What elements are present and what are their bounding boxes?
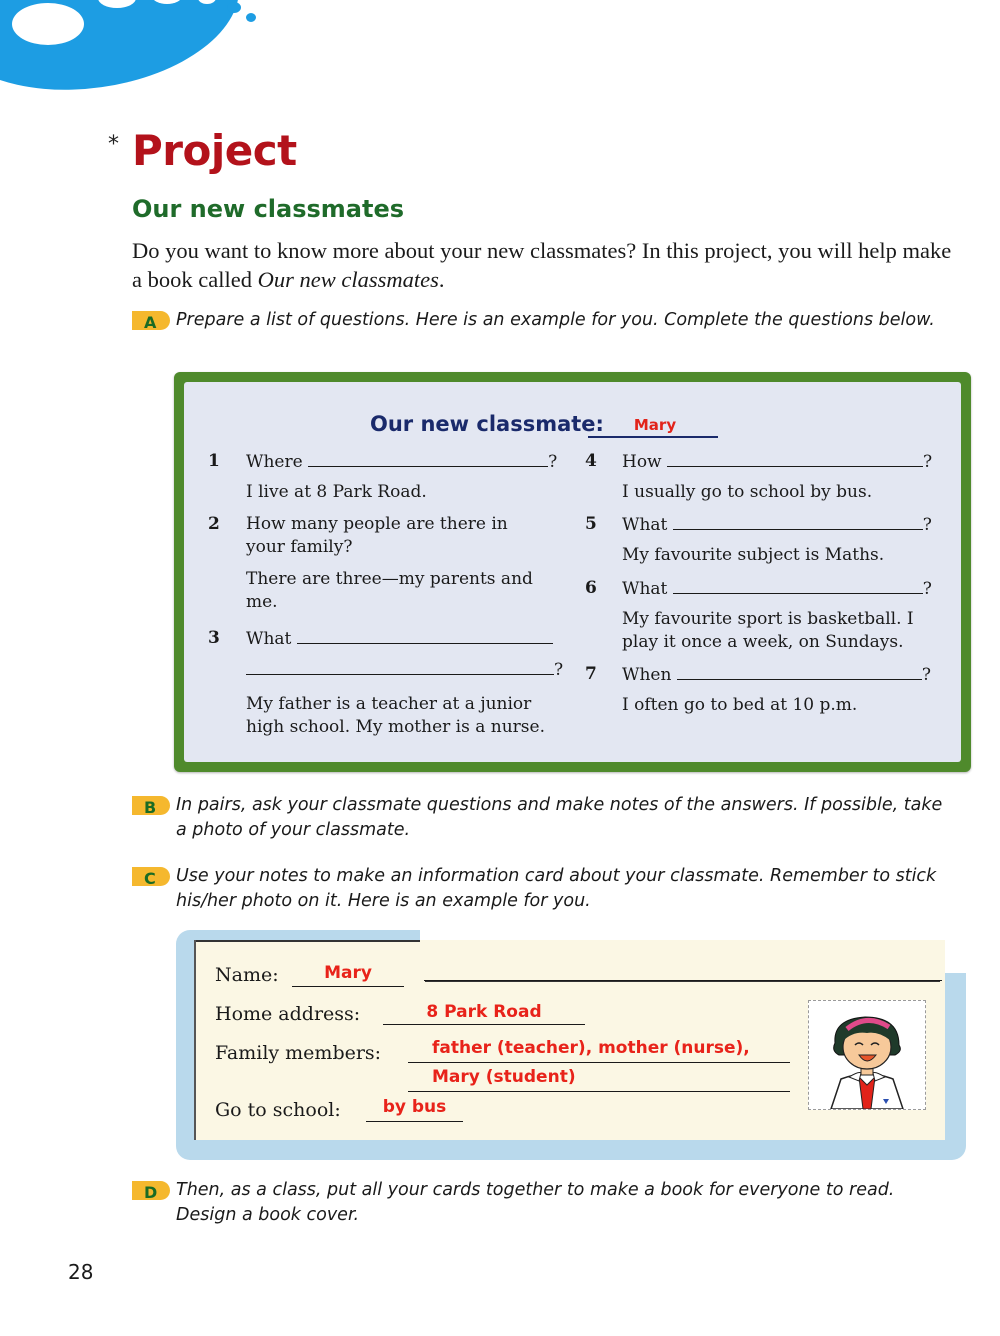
page-title: Project [132, 126, 297, 175]
intro-text: Do you want to know more about your new classmates? In this project, you will help make a book called [132, 238, 952, 292]
question-3: What [246, 627, 553, 651]
answer-1: I live at 8 Park Road. [246, 482, 427, 502]
go-to-school-label: Go to school: [215, 1099, 341, 1121]
question-box-name-line [588, 436, 718, 438]
answer-6: My favourite sport is basketball. I play it once a week, on Sundays. [622, 609, 914, 652]
home-address-value[interactable]: 8 Park Road [426, 1002, 542, 1022]
question-number: 6 [585, 578, 597, 598]
answer-3: My father is a teacher at a junior high school. My mother is a nurse. [246, 694, 545, 737]
card-edge [194, 940, 196, 1140]
question-4: How ? [622, 452, 933, 472]
card-edge [195, 940, 420, 942]
question-6: What ? [622, 579, 932, 599]
school-underline [366, 1121, 463, 1122]
step-badge-c: C [132, 867, 170, 886]
family-members-value-1[interactable]: father (teacher), mother (nurse), [432, 1038, 750, 1058]
intro-book-title: Our new classmates [257, 267, 439, 292]
step-c-text: Use your notes to make an information card about your classmate. Remember to stick his/her photo on it. Here is an example for you. [176, 866, 937, 911]
question-6-blank[interactable] [673, 577, 923, 594]
step-a-text: Prepare a list of questions. Here is an example for you. Complete the questions below. [176, 310, 935, 330]
question-number: 5 [585, 514, 597, 534]
page-number: 28 [68, 1260, 94, 1284]
girl-portrait-icon [809, 1001, 925, 1109]
answer-2: There are three—my parents and me. [246, 569, 533, 612]
step-b [132, 793, 957, 843]
family-underline-1 [408, 1062, 790, 1063]
intro-end: . [438, 267, 445, 292]
question-1: Where ? [246, 452, 558, 472]
family-members-label: Family members: [215, 1042, 382, 1064]
step-a [132, 308, 957, 333]
question-3-cont: ? [246, 658, 563, 682]
question-5: What ? [622, 515, 932, 535]
step-badge-b: B [132, 796, 170, 815]
name-label: Name: [215, 964, 279, 986]
step-badge-d: D [132, 1181, 170, 1200]
question-number: 4 [585, 451, 597, 471]
decorative-hole [12, 3, 84, 45]
answer-5: My favourite subject is Maths. [622, 545, 885, 565]
home-address-label: Home address: [215, 1003, 361, 1025]
page-subtitle: Our new classmates [132, 195, 405, 223]
question-1-blank[interactable] [308, 450, 548, 467]
question-box-name: Mary [633, 416, 677, 434]
intro-paragraph [132, 236, 962, 294]
step-b-text: In pairs, ask your classmate questions and make notes of the answers. If possible, take a photo of your classmate. [176, 795, 943, 840]
question-number: 1 [208, 451, 220, 471]
name-value[interactable]: Mary [324, 963, 372, 983]
decorative-dot [246, 13, 256, 22]
address-underline [383, 1024, 585, 1025]
question-box-title: Our new classmate: [370, 412, 604, 436]
step-d [132, 1178, 957, 1228]
info-card-paper-top [420, 980, 945, 1000]
question-number: 3 [208, 628, 220, 648]
question-number: 7 [585, 664, 597, 684]
step-d-text: Then, as a class, put all your cards together to make a book for everyone to read. Design a book cover. [176, 1180, 895, 1225]
question-4-blank[interactable] [667, 450, 923, 467]
decorative-dot [227, 2, 241, 13]
classmate-photo [808, 1000, 926, 1110]
family-members-value-2[interactable]: Mary (student) [432, 1067, 576, 1087]
question-7: When ? [622, 665, 931, 685]
question-7-blank[interactable] [677, 663, 922, 680]
question-3-blank-2[interactable] [246, 658, 554, 675]
go-to-school-value[interactable]: by bus [382, 1097, 447, 1117]
answer-4: I usually go to school by bus. [622, 482, 873, 502]
answer-7: I often go to bed at 10 p.m. [622, 695, 858, 715]
card-line [424, 980, 942, 981]
optional-marker: * [108, 132, 119, 157]
name-underline [292, 986, 404, 987]
step-c [132, 864, 957, 914]
question-5-blank[interactable] [673, 513, 923, 530]
question-2: How many people are there in your family? [246, 514, 508, 557]
question-number: 2 [208, 514, 220, 534]
question-3-blank[interactable] [297, 627, 553, 644]
family-underline-2 [408, 1091, 790, 1092]
step-badge-a: A [132, 311, 170, 330]
